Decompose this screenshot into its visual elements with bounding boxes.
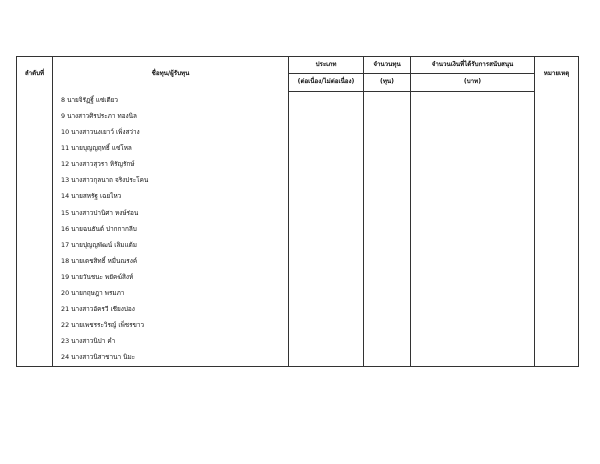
empty-cell (289, 108, 364, 124)
empty-cell (364, 124, 411, 140)
empty-cell (411, 350, 535, 367)
empty-cell (364, 350, 411, 367)
empty-cell (289, 172, 364, 188)
table-row (17, 189, 579, 205)
empty-cell (535, 285, 579, 301)
empty-cell (411, 317, 535, 333)
table-row (17, 350, 579, 367)
empty-cell (411, 333, 535, 349)
empty-cell (411, 156, 535, 172)
recipient-name-cell: 16 นายฉนธันต์ ปากกากลีบ (53, 221, 289, 237)
col-header-name: ชื่อทุน/ผู้รับทุน (53, 57, 289, 92)
empty-cell (535, 350, 579, 367)
empty-cell (411, 221, 535, 237)
empty-cell (17, 221, 53, 237)
empty-cell (289, 301, 364, 317)
empty-cell (17, 172, 53, 188)
table-row (17, 124, 579, 140)
recipient-name-cell: 24 นางสาวนิสาชานา นิมะ (53, 350, 289, 367)
empty-cell (535, 172, 579, 188)
empty-cell (17, 108, 53, 124)
recipient-name-cell: 21 นางสาวอัครวี เชียงบ่อง (53, 301, 289, 317)
empty-cell (535, 189, 579, 205)
empty-cell (364, 140, 411, 156)
recipient-name-cell: 19 นายวันชนะ พยัคฆ์สิงห์ (53, 269, 289, 285)
empty-cell (17, 189, 53, 205)
empty-cell (535, 205, 579, 221)
empty-cell (17, 333, 53, 349)
empty-cell (364, 301, 411, 317)
table-row (17, 237, 579, 253)
empty-cell (364, 285, 411, 301)
empty-cell (411, 205, 535, 221)
table-row (17, 221, 579, 237)
empty-cell (364, 92, 411, 109)
empty-cell (411, 237, 535, 253)
empty-cell (535, 333, 579, 349)
recipient-name-cell: 12 นางสาวสุวรา หิรัญรักษ์ (53, 156, 289, 172)
empty-cell (289, 156, 364, 172)
recipient-name-cell: 10 นางสาวนงเยาว์ เพิ่งสว่าง (53, 124, 289, 140)
empty-cell (411, 269, 535, 285)
empty-cell (17, 285, 53, 301)
col-header-amount: จำนวนเงินที่ได้รับการสนับสนุน (411, 57, 535, 74)
recipient-name-cell: 22 นายเพชรระวิรญ์ เพ็ชรขาว (53, 317, 289, 333)
table-row (17, 285, 579, 301)
table-row (17, 156, 579, 172)
empty-cell (289, 317, 364, 333)
empty-cell (17, 269, 53, 285)
empty-cell (289, 350, 364, 367)
col-header-type: ประเภท (289, 57, 364, 74)
table-row (17, 253, 579, 269)
recipient-name-cell: 14 นายสหรัฐ เฉยไหว (53, 189, 289, 205)
empty-cell (17, 350, 53, 367)
empty-cell (535, 140, 579, 156)
empty-cell (17, 301, 53, 317)
empty-cell (17, 92, 53, 109)
empty-cell (364, 189, 411, 205)
empty-cell (289, 253, 364, 269)
empty-cell (289, 285, 364, 301)
recipient-name-cell: 23 นางสาวนิปา คำ (53, 333, 289, 349)
empty-cell (364, 269, 411, 285)
empty-cell (535, 92, 579, 109)
empty-cell (364, 237, 411, 253)
table-row (17, 333, 579, 349)
table-row (17, 269, 579, 285)
empty-cell (535, 237, 579, 253)
table-row (17, 172, 579, 188)
empty-cell (289, 269, 364, 285)
empty-cell (17, 317, 53, 333)
recipient-name-cell: 11 นายบุญญฤทธิ์ แซ่โหล (53, 140, 289, 156)
empty-cell (411, 301, 535, 317)
col-subheader-type: (ต่อเนื่อง/ไม่ต่อเนื่อง) (289, 74, 364, 92)
empty-cell (17, 237, 53, 253)
empty-cell (535, 253, 579, 269)
empty-cell (364, 172, 411, 188)
empty-cell (535, 269, 579, 285)
empty-cell (17, 253, 53, 269)
empty-cell (411, 189, 535, 205)
empty-cell (411, 285, 535, 301)
recipient-name-cell: 20 นายกฤษฎา พรมภา (53, 285, 289, 301)
empty-cell (411, 124, 535, 140)
col-subheader-count: (ทุน) (364, 74, 411, 92)
col-header-count: จำนวนทุน (364, 57, 411, 74)
recipient-name-cell: 17 นายปุญญพัฒน์ เลิมแต้ม (53, 237, 289, 253)
empty-cell (17, 140, 53, 156)
empty-cell (411, 108, 535, 124)
empty-cell (535, 317, 579, 333)
col-header-remark: หมายเหตุ (535, 57, 579, 92)
empty-cell (289, 189, 364, 205)
table-row (17, 317, 579, 333)
table-row (17, 108, 579, 124)
empty-cell (364, 156, 411, 172)
empty-cell (535, 156, 579, 172)
grant-recipients-table (16, 56, 579, 367)
col-header-order: ลำดับที่ (17, 57, 53, 92)
empty-cell (289, 221, 364, 237)
empty-cell (411, 140, 535, 156)
empty-cell (17, 205, 53, 221)
empty-cell (364, 221, 411, 237)
empty-cell (364, 108, 411, 124)
recipient-name-cell: 9 นางสาวศิรประภา ทองนิล (53, 108, 289, 124)
col-subheader-amount: (บาท) (411, 74, 535, 92)
empty-cell (289, 124, 364, 140)
empty-cell (17, 124, 53, 140)
table-row (17, 92, 579, 109)
empty-cell (289, 237, 364, 253)
empty-cell (364, 253, 411, 269)
table-row (17, 301, 579, 317)
table-row (17, 140, 579, 156)
recipient-name-cell: 13 นางสาวกุลนาถ จริงประโคน (53, 172, 289, 188)
empty-cell (364, 317, 411, 333)
empty-cell (364, 333, 411, 349)
empty-cell (411, 92, 535, 109)
empty-cell (289, 205, 364, 221)
empty-cell (289, 92, 364, 109)
recipient-name-cell: 18 นายเดชสิทธิ์ หมื่นณรงค์ (53, 253, 289, 269)
table-row (17, 205, 579, 221)
empty-cell (535, 124, 579, 140)
empty-cell (289, 140, 364, 156)
empty-cell (535, 221, 579, 237)
empty-cell (289, 333, 364, 349)
recipient-name-cell: 15 นางสาวปานิศา หงษ์ร่อน (53, 205, 289, 221)
empty-cell (17, 156, 53, 172)
empty-cell (535, 301, 579, 317)
empty-cell (411, 253, 535, 269)
empty-cell (411, 172, 535, 188)
recipient-name-cell: 8 นายจิรัฏฐิ์ แซ่เตียว (53, 92, 289, 109)
empty-cell (364, 205, 411, 221)
empty-cell (535, 108, 579, 124)
